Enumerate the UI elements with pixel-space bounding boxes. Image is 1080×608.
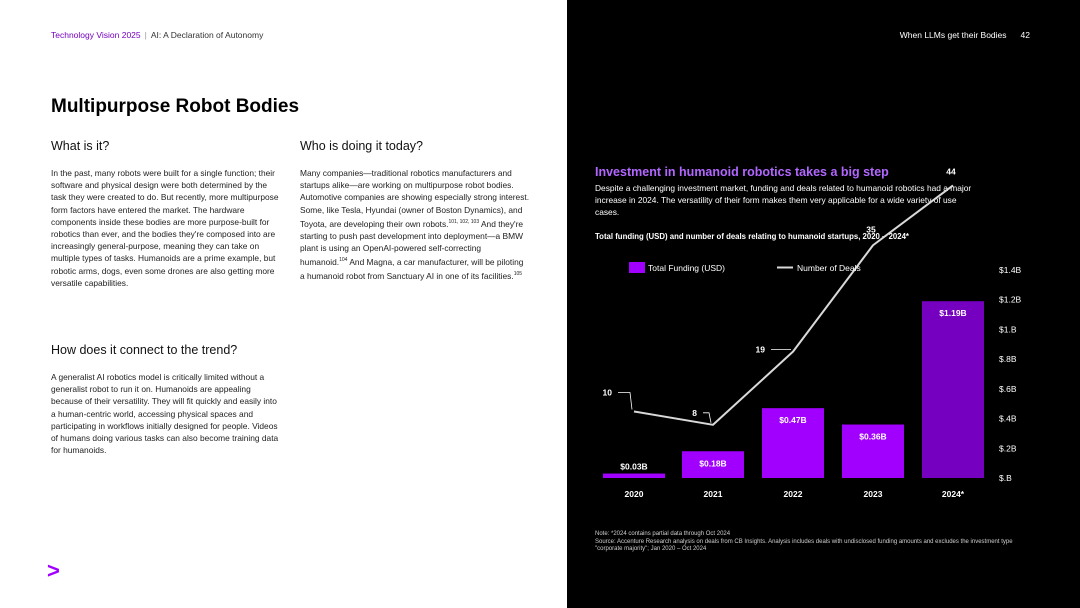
section-heading: Who is doing it today?: [300, 139, 423, 153]
y-tick-label: $.2B: [999, 443, 1017, 454]
chart-description: Despite a challenging investment market, funding and deals related to humanoid robotics had a major increase in 2024. The versatility of their form makes them very applicable for a wide variety of use cases.: [595, 183, 972, 218]
footnote-ref[interactable]: 101, 102, 103: [448, 218, 480, 225]
section-heading: What is it?: [51, 139, 110, 153]
x-tick-label: 2021: [703, 489, 723, 499]
deal-count-label: 10: [602, 387, 612, 398]
section-body: In the past, many robots were built for a single function; their software and physical design were both determined by the task they were created to do. But recently, more multipurpose form factors have entered the market. The hardware components inside these bodies are more purpose-built for robotics than ever, and the bodies they're composed into are increasingly general-purpose, meaning they can take on multiple types of tasks. Humanoids are a prime example, but robotic arms, dogs, even some drones are also getting more versatile capabilities.: [51, 168, 279, 288]
x-tick-label: 2022: [783, 489, 803, 499]
accenture-logo-icon: >: [47, 558, 60, 583]
section-trend: [51, 343, 281, 456]
y-tick-label: $.6B: [999, 383, 1017, 394]
deal-count-label: 19: [755, 344, 765, 355]
footnote-ref[interactable]: 104: [339, 257, 348, 264]
bar-value-label: $0.03B: [620, 461, 648, 472]
funding-deals-chart: [567, 0, 1080, 608]
bar-value-label: $0.47B: [779, 415, 807, 426]
y-tick-label: $1.B: [999, 324, 1017, 335]
section-what-is-it: [51, 139, 281, 289]
legend-label-funding: Total Funding (USD): [648, 263, 726, 273]
deal-label-leader: [618, 393, 632, 410]
report-name: Technology Vision 2025: [51, 30, 141, 40]
bar: [603, 474, 665, 478]
bar: [922, 301, 984, 478]
chart-note: [595, 531, 1025, 554]
bar-value-label: $1.19B: [939, 308, 967, 319]
deal-label-leader: [703, 413, 711, 423]
legend-label-deals: Number of Deals: [797, 263, 861, 273]
body-text: Many companies—traditional robotics manufacturers and startups alike—are working on multipurpose robot bodies. Automotive companies are showing especially strong interest. Some, like Tesla, Hyundai (owner of Boston Dynamics), and Toyota, are developing their own robots.: [300, 168, 530, 229]
note-text: Note: *2024 contains partial data through Oct 2024: [595, 531, 731, 537]
y-tick-label: $.4B: [999, 413, 1017, 424]
report-section: AI: A Declaration of Autonomy: [150, 30, 264, 40]
page-title: Multipurpose Robot Bodies: [51, 96, 300, 117]
y-tick-label: $1.2B: [999, 294, 1022, 305]
bar-value-label: $0.18B: [699, 458, 727, 469]
body-text: And Magna, a car manufacturer, will be piloting a humanoid robot from Sanctuary AI in one of its facilities.: [300, 257, 524, 282]
section-heading: How does it connect to the trend?: [51, 343, 238, 357]
x-tick-label: 2024*: [941, 489, 965, 499]
section-body: A generalist AI robotics model is critically limited without a generalist robot to run it on. Humanoids are appealing because of their versatility. They will fit quickly and easily into a human-centric world, accessing physical spaces and participating in workflows initially designed for people. Videos of humans doing various tasks can also become training data for humanoids.: [51, 372, 279, 456]
section-body: [300, 167, 530, 282]
right-panel: [567, 0, 1080, 608]
body-text: And they're starting to push past development into deployment—a BMW plant is using an OpenAI-powered self-correcting humanoid.: [300, 218, 524, 268]
y-tick-label: $.B: [999, 473, 1012, 483]
header-breadcrumb: [51, 30, 263, 40]
y-tick-label: $1.4B: [999, 265, 1022, 275]
page-number: 42: [1020, 30, 1030, 40]
chart-subtitle: Total funding (USD) and number of deals relating to humanoid startups, 2020 – 2024*: [595, 232, 909, 241]
breadcrumb-separator: |: [144, 30, 147, 40]
deals-line: [634, 185, 953, 424]
chapter-title: When LLMs get their Bodies: [899, 30, 1007, 40]
legend-swatch-funding: [629, 262, 645, 273]
source-text: Source: Accenture Research analysis on deals from CB Insights. Analysis includes deals with undisclosed funding amounts and excludes the investment type "corporate majority"; Jan 2020 – Oct 2024: [595, 538, 1013, 553]
x-tick-label: 2023: [863, 489, 883, 499]
deal-count-label: 35: [866, 224, 876, 235]
section-who: [300, 139, 530, 282]
chart-heading: Investment in humanoid robotics takes a big step: [595, 165, 889, 179]
deal-count-label: 8: [692, 407, 697, 418]
deal-count-label: 44: [946, 166, 956, 177]
x-tick-label: 2020: [624, 489, 644, 499]
bar-value-label: $0.36B: [859, 431, 887, 442]
y-tick-label: $.8B: [999, 354, 1017, 365]
footnote-ref[interactable]: 105: [513, 271, 523, 278]
